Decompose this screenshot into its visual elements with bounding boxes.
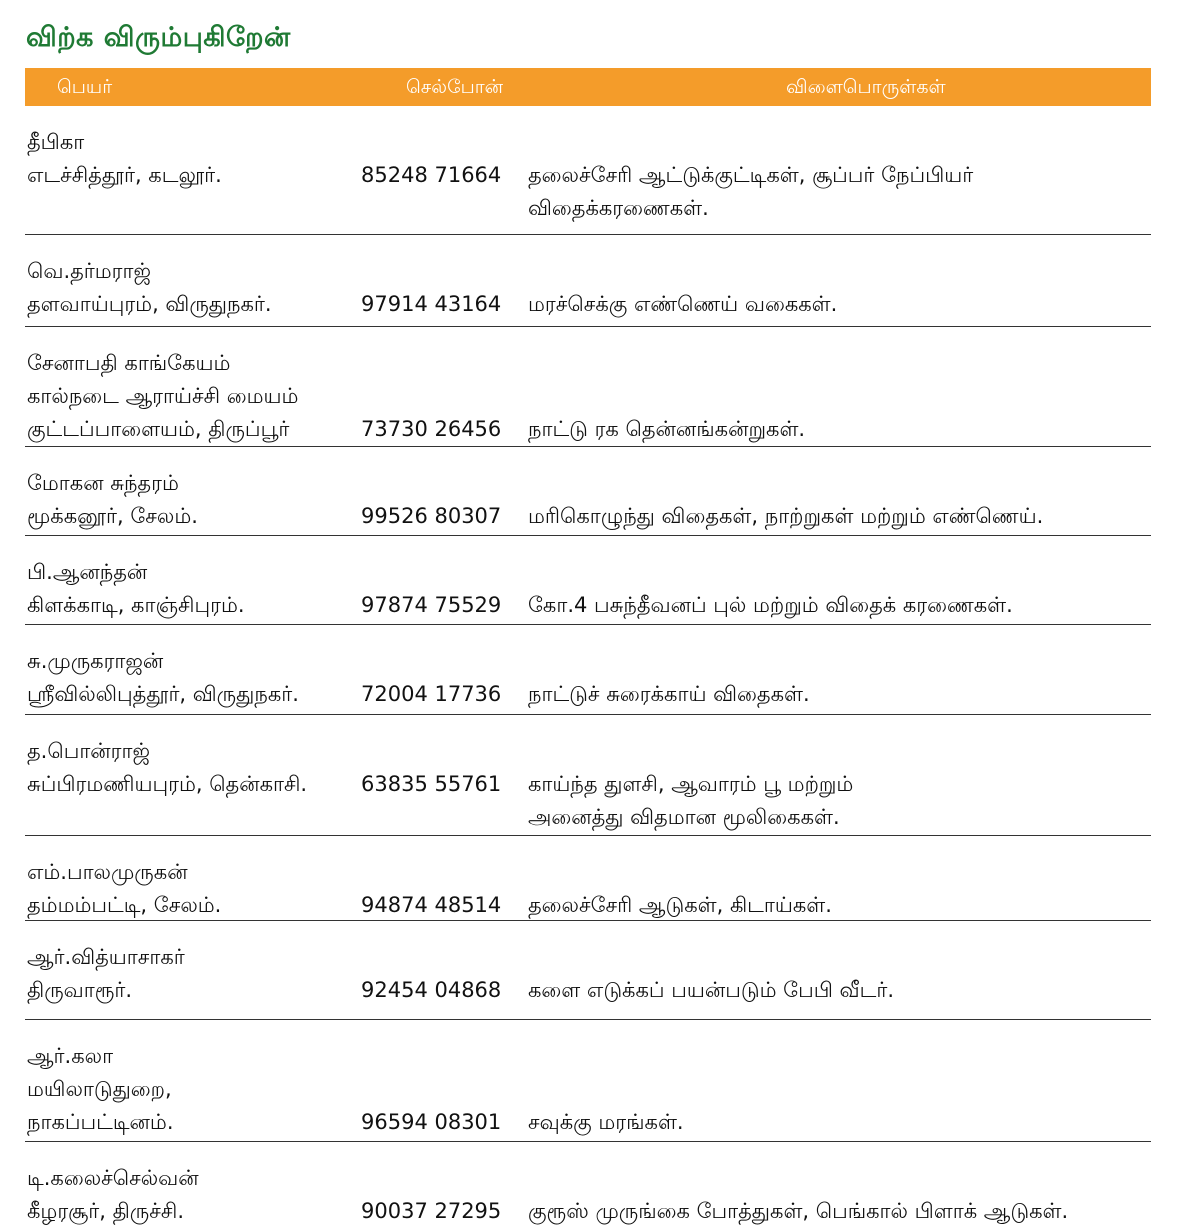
- seller-name-line: கால்நடை ஆராய்ச்சி மையம்: [27, 384, 299, 408]
- product-line: மரிகொழுந்து விதைகள், நாற்றுகள் மற்றும் எண்ணெய்.: [528, 504, 1044, 528]
- product-description: [528, 678, 1138, 711]
- seller-name-line: திருவாரூர்.: [27, 978, 133, 1002]
- table-header: [25, 68, 1151, 106]
- product-line: காய்ந்த துளசி, ஆவாரம் பூ மற்றும்: [528, 772, 854, 796]
- table-row: [25, 1020, 1151, 1142]
- column-header-phone: செல்போன்: [406, 76, 504, 98]
- product-line: குரூஸ் முருங்கை போத்துகள், பெங்கால் பிளாக் ஆடுகள்.: [528, 1199, 1069, 1223]
- product-description: [528, 1106, 1138, 1139]
- seller-name-address: [27, 347, 347, 446]
- product-description: [528, 589, 1138, 622]
- column-header-items: விளைபொருள்கள்: [786, 76, 946, 98]
- table-row: [25, 106, 1151, 235]
- phone-number: 90037 27295: [361, 1199, 502, 1223]
- table-row: [25, 536, 1151, 625]
- phone-number: 96594 08301: [361, 1110, 502, 1134]
- seller-name-line: தம்மம்பட்டி, சேலம்.: [27, 893, 222, 917]
- seller-name-address: [27, 856, 347, 922]
- phone-number: 99526 80307: [361, 504, 502, 528]
- seller-name-line: எம்.பாலமுருகன்: [27, 860, 188, 884]
- seller-name-address: [27, 645, 347, 711]
- product-description: [528, 974, 1138, 1007]
- phone-number: 63835 55761: [361, 772, 502, 796]
- seller-name-line: கீழரசூர், திருச்சி.: [27, 1199, 185, 1223]
- seller-name-line: ஆர்.கலா: [27, 1044, 114, 1068]
- table-row: [25, 1142, 1151, 1232]
- product-description: [528, 500, 1138, 533]
- product-line: மரச்செக்கு எண்ணெய் வகைகள்.: [528, 292, 838, 316]
- seller-name-address: [27, 126, 347, 192]
- table-row: [25, 836, 1151, 921]
- page-title: விற்க விரும்புகிறேன்: [26, 22, 291, 53]
- seller-name-address: [27, 556, 347, 622]
- table-row: [25, 921, 1151, 1020]
- seller-name-line: த.பொன்ராஜ்: [27, 739, 150, 763]
- seller-name-line: தீபிகா: [27, 130, 85, 154]
- seller-name-address: [27, 467, 347, 533]
- seller-name-address: [27, 941, 347, 1007]
- phone-number: 94874 48514: [361, 893, 502, 917]
- seller-name-address: [27, 735, 347, 801]
- seller-name-line: ஆர்.வித்யாசாகர்: [27, 945, 185, 969]
- phone-number: 85248 71664: [361, 163, 502, 187]
- product-description: [528, 768, 1138, 834]
- product-description: [528, 288, 1138, 321]
- seller-name-line: சு.முருகராஜன்: [27, 649, 164, 673]
- table-row: [25, 235, 1151, 327]
- table-row: [25, 715, 1151, 836]
- seller-name-line: சுப்பிரமணியபுரம், தென்காசி.: [27, 772, 308, 796]
- table-row: [25, 327, 1151, 447]
- product-description: [528, 159, 1138, 225]
- seller-name-line: மோகன சுந்தரம்: [27, 471, 179, 495]
- seller-name-line: ஸ்ரீவில்லிபுத்தூர், விருதுநகர்.: [27, 682, 299, 706]
- seller-table: [25, 106, 1151, 1232]
- product-line: அனைத்து விதமான மூலிகைகள்.: [528, 805, 840, 829]
- seller-name-line: டி.கலைச்செல்வன்: [27, 1166, 199, 1190]
- product-line: விதைக்கரணைகள்.: [528, 196, 709, 220]
- phone-number: 92454 04868: [361, 978, 502, 1002]
- seller-name-address: [27, 1162, 347, 1228]
- phone-number: 73730 26456: [361, 417, 502, 441]
- seller-name-line: சேனாபதி காங்கேயம்: [27, 351, 231, 375]
- product-description: [528, 413, 1138, 446]
- product-line: சவுக்கு மரங்கள்.: [528, 1110, 684, 1134]
- seller-name-line: மயிலாடுதுறை,: [27, 1077, 172, 1101]
- seller-name-line: கிளக்காடி, காஞ்சிபுரம்.: [27, 593, 245, 617]
- product-line: நாட்டு ரக தென்னங்கன்றுகள்.: [528, 417, 806, 441]
- seller-name-line: நாகப்பட்டினம்.: [27, 1110, 174, 1134]
- seller-name-line: தளவாய்புரம், விருதுநகர்.: [27, 292, 272, 316]
- seller-name-line: குட்டப்பாளையம், திருப்பூர்: [27, 417, 290, 441]
- phone-number: 97914 43164: [361, 292, 502, 316]
- product-description: [528, 1195, 1138, 1228]
- table-row: [25, 625, 1151, 715]
- product-line: தலைச்சேரி ஆடுகள், கிடாய்கள்.: [528, 893, 832, 917]
- product-description: [528, 889, 1138, 922]
- seller-name-line: வெ.தர்மராஜ்: [27, 259, 152, 283]
- column-header-name: பெயர்: [57, 76, 113, 98]
- seller-name-line: மூக்கனூர், சேலம்.: [27, 504, 198, 528]
- seller-name-address: [27, 255, 347, 321]
- product-line: களை எடுக்கப் பயன்படும் பேபி வீடர்.: [528, 978, 894, 1002]
- phone-number: 72004 17736: [361, 682, 502, 706]
- product-line: நாட்டுச் சுரைக்காய் விதைகள்.: [528, 682, 810, 706]
- seller-name-address: [27, 1040, 347, 1139]
- seller-name-line: பி.ஆனந்தன்: [27, 560, 148, 584]
- product-line: தலைச்சேரி ஆட்டுக்குட்டிகள், சூப்பர் நேப்பியர்: [528, 163, 974, 187]
- table-row: [25, 447, 1151, 536]
- product-line: கோ.4 பசுந்தீவனப் புல் மற்றும் விதைக் கரணைகள்.: [528, 593, 1013, 617]
- seller-name-line: எடச்சித்தூர், கடலூர்.: [27, 163, 222, 187]
- phone-number: 97874 75529: [361, 593, 502, 617]
